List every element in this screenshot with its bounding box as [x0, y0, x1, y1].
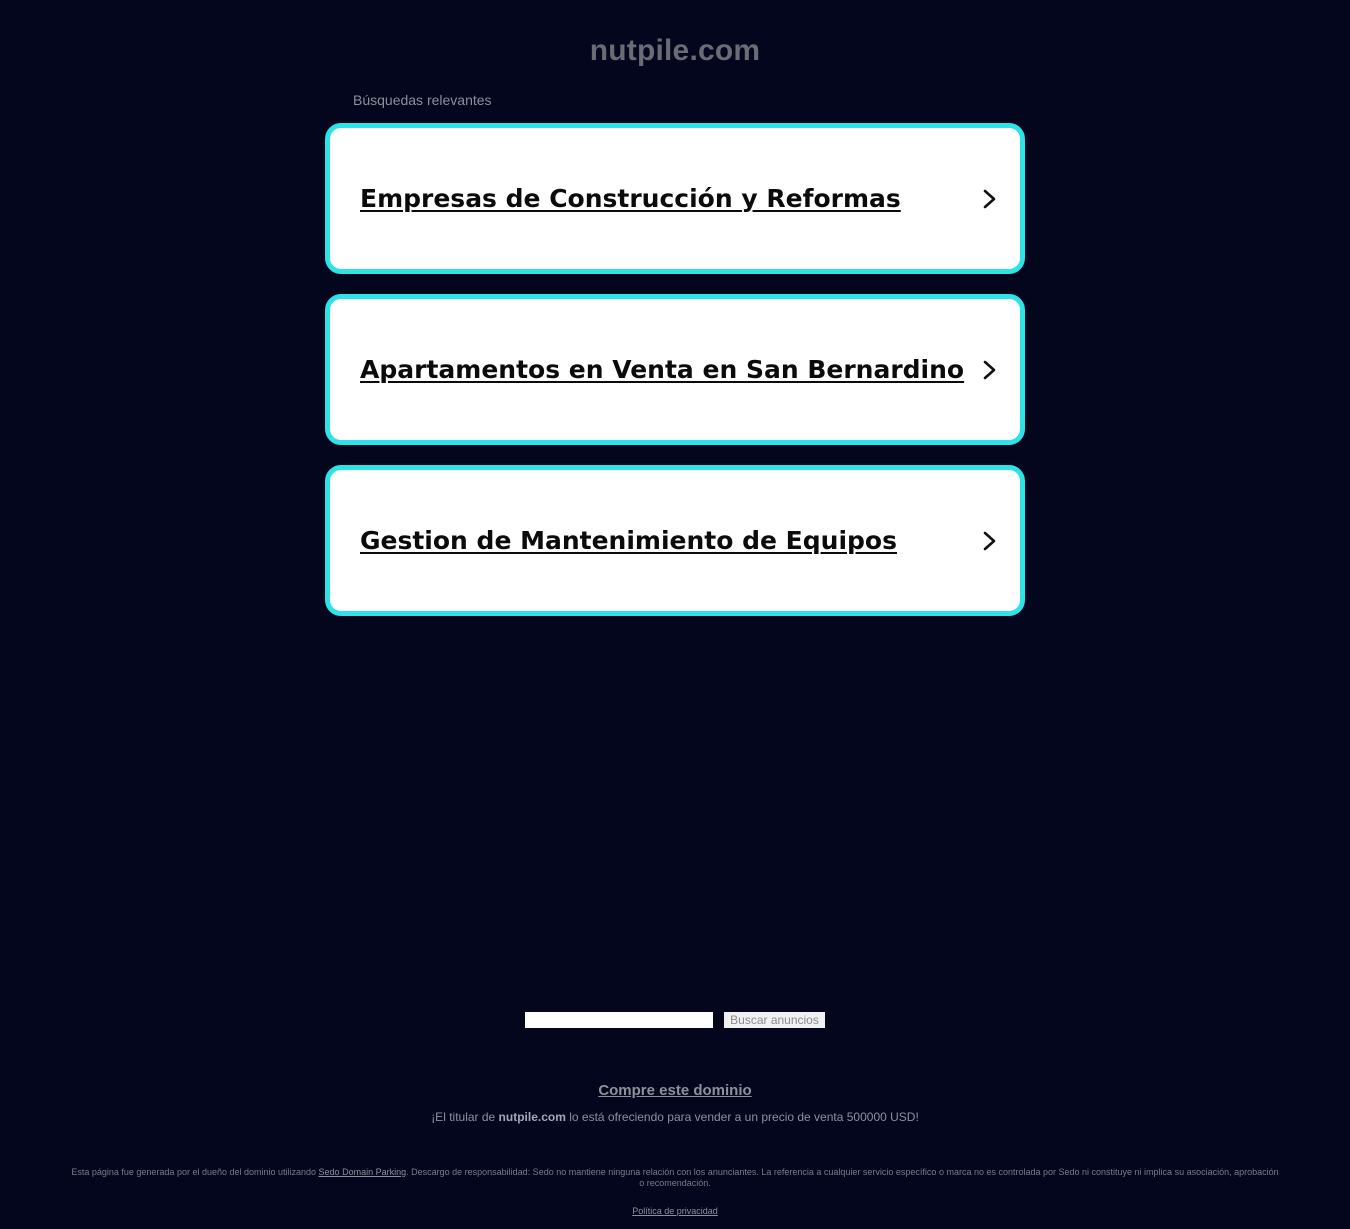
search-result-link[interactable]: Gestion de Mantenimiento de Equipos	[360, 526, 897, 555]
search-results-list	[325, 123, 1025, 636]
domain-title: nutpile.com	[589, 34, 761, 67]
disclaimer-suffix: . Descargo de responsabilidad: Sedo no mantiene ninguna relación con los anunciantes. La referencia a cualquier servicio específico o marca no es controlada por Sedo ni constituye ni implica su asociación, aprobación o recomendación.	[406, 1167, 1279, 1188]
search-result-card-3[interactable]	[325, 465, 1025, 616]
sale-text-prefix: ¡El titular de	[431, 1110, 499, 1124]
search-result-link[interactable]: Apartamentos en Venta en San Bernardino	[360, 355, 965, 384]
sale-offer-text	[0, 1110, 1350, 1124]
disclaimer-prefix: Esta página fue generada por el dueño del dominio utilizando	[71, 1167, 319, 1177]
disclaimer-text	[70, 1167, 1280, 1189]
ad-search-input[interactable]	[525, 1012, 713, 1028]
relevant-searches-label: Búsquedas relevantes	[353, 92, 492, 108]
sale-text-suffix: lo está ofreciendo para vender a un precio de venta 500000 USD!	[565, 1110, 919, 1124]
search-result-card-2[interactable]	[325, 294, 1025, 445]
sedo-domain-parking-link[interactable]: Sedo Domain Parking	[318, 1167, 407, 1177]
sale-domain-name: nutpile.com	[498, 1110, 566, 1124]
chevron-right-icon	[978, 530, 1000, 552]
chevron-right-icon	[978, 188, 1000, 210]
ad-search-form	[0, 1012, 1350, 1028]
search-result-card-1[interactable]	[325, 123, 1025, 274]
chevron-right-icon	[978, 359, 1000, 381]
privacy-policy-link[interactable]: Política de privacidad	[632, 1206, 718, 1216]
buy-domain-link[interactable]: Compre este dominio	[598, 1082, 752, 1099]
search-result-link[interactable]: Empresas de Construcción y Reformas	[360, 184, 901, 213]
search-ads-button[interactable]: Buscar anuncios	[724, 1012, 825, 1028]
